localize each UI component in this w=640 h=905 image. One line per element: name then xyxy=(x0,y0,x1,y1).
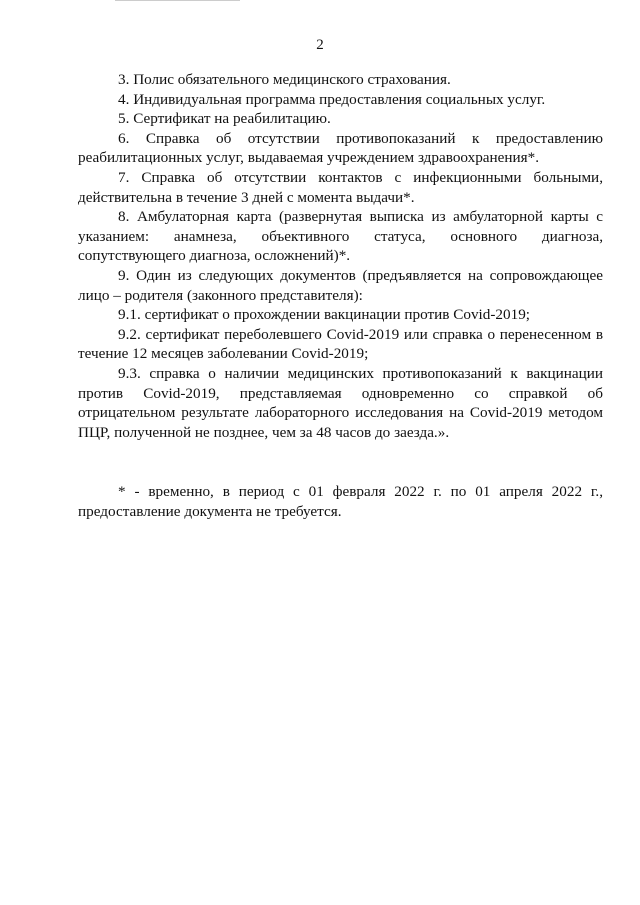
top-rule-divider xyxy=(115,0,240,1)
page-number: 2 xyxy=(316,37,324,53)
list-item-5: 5. Сертификат на реабилитацию. xyxy=(118,110,331,128)
footnote-text: * - временно, в период с 01 февраля 2022 г. по 01 апреля 2022 г., предоставление документа не требуется. xyxy=(78,483,603,520)
list-item-8: 8. Амбулаторная карта (развернутая выписка из амбулаторной карты с указанием: анамнеза, объективного статуса, основного диагноза, сопутствующего диагноза, осложнений)*. xyxy=(78,208,603,265)
footnote xyxy=(78,482,603,521)
list-item-9-1: 9.1. сертификат о прохождении вакцинации против Covid-2019; xyxy=(118,306,531,324)
list-item-3: 3. Полис обязательного медицинского страхования. xyxy=(118,71,451,88)
list-item-9-2: 9.2. сертификат переболевшего Covid-2019 или справка о перенесенном в течение 12 месяцев заболевании Covid-2019; xyxy=(78,325,603,363)
list-item-9-3: 9.3. справка о наличии медицинских противопоказаний к вакцинации против Covid-2019, представляемая одновременно со справкой об отрицательном результате лабораторного исследования на Covid-2019 методом ПЦР, полученной не позднее, чем за 48 часов до заезда.». xyxy=(78,364,603,441)
list-item-6: 6. Справка об отсутствии противопоказаний к предоставлению реабилитационных услуг, выдаваемая учреждением здравоохранения*. xyxy=(78,129,603,167)
document-body xyxy=(78,70,603,442)
list-item-4: 4. Индивидуальная программа предоставления социальных услуг. xyxy=(118,90,546,108)
list-item-7: 7. Справка об отсутствии контактов с инфекционными больными, действительна в течение 3 дней с момента выдачи*. xyxy=(78,168,603,206)
list-item-9: 9. Один из следующих документов (предъявляется на сопровождающее лицо – родителя (законного представителя): xyxy=(78,266,603,304)
